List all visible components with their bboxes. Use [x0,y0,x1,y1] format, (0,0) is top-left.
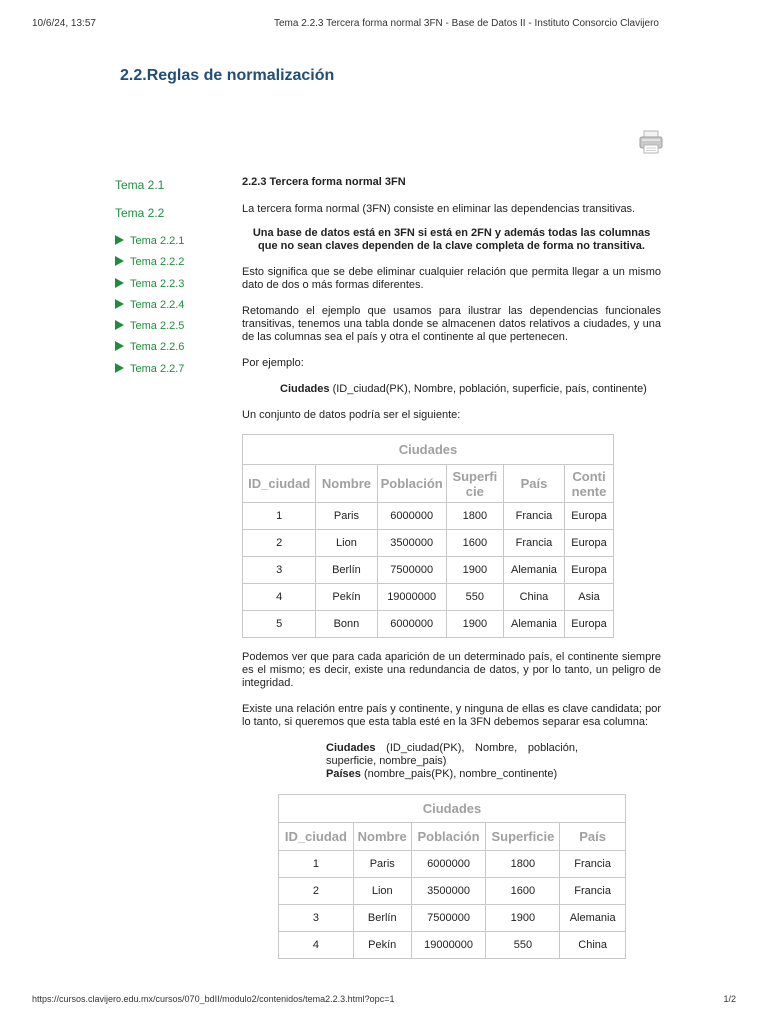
schema-table-name: Países [326,768,361,780]
sidebar-item-tema-2-2-4[interactable] [115,298,215,319]
table-row [279,878,626,905]
table-cell: China [560,932,626,959]
sidebar-nav [115,178,215,383]
table-cell: 3 [279,905,354,932]
table-cell: 2 [243,530,316,557]
sidebar-item-label: Tema 2.2.2 [130,256,185,269]
triangle-right-icon [115,278,124,288]
table-caption: Ciudades [243,435,614,465]
table-cell: 550 [446,584,503,611]
table-cell: 1 [243,503,316,530]
schema-ciudades-line-1 [326,742,578,755]
schema-ciudades [242,383,661,396]
sidebar-item-label: Tema 2.2.4 [130,298,185,311]
sidebar-item-tema-2-2-1[interactable] [115,234,215,255]
table-cell: Berlín [316,557,377,584]
schema-fields: (ID_ciudad(PK), Nombre, población, [386,742,578,754]
table-row [243,557,614,584]
podemos-paragraph: Podemos ver que para cada aparición de un determinado país, el continente siempre es el mismo; es decir, existe una redundancia de datos, y por lo tanto, un peligro de integridad. [242,651,661,689]
significa-paragraph: Esto significa que se debe eliminar cualquier relación que permita llegar a un mismo dato de dos o más formas diferentes. [242,266,661,291]
table-cell: Francia [560,878,626,905]
column-header-text: Nombre [357,829,407,844]
print-header [32,18,736,32]
column-header-text: Conti [572,468,606,484]
column-header [560,823,626,851]
section-heading: 2.2.3 Tercera forma normal 3FN [242,176,406,188]
table-cell: 3500000 [377,530,446,557]
table-cell: 7500000 [377,557,446,584]
table-row [243,611,614,638]
table-cell: 1800 [486,851,560,878]
table-cell: 6000000 [377,503,446,530]
sidebar-item-label: Tema 2.2.1 [130,235,185,247]
table-cell: Alemania [560,905,626,932]
printer-icon[interactable] [637,128,665,156]
table-cell: 19000000 [377,584,446,611]
column-header [503,465,564,503]
table-caption: Ciudades [279,795,626,823]
definition-line-1: Una base de datos está en 3FN si está en 2FN y además todas las columnas [252,227,651,239]
table-cell: Paris [353,851,411,878]
schema-fields: (ID_ciudad(PK), Nombre, población, superficie, país, continente) [332,383,647,395]
table-cell: Francia [503,530,564,557]
sidebar-item-tema-2-2-7[interactable] [115,362,215,383]
table-cell: Paris [316,503,377,530]
print-date: 10/6/24, 13:57 [32,18,96,29]
definition-line-2: que no sean claves dependen de la clave completa de forma no transitiva. [258,240,645,252]
table-cell: 1900 [446,557,503,584]
table-cell: 550 [486,932,560,959]
schema-fields: (nombre_pais(PK), nombre_continente) [363,768,558,780]
schema-ciudades-line-2: superficie, nombre_pais) [326,755,447,767]
triangle-right-icon [115,235,124,245]
table-cell: Europa [565,503,614,530]
column-header-text: Superfi [452,468,498,484]
table-cell: Pekín [316,584,377,611]
column-header-text: ID_ciudad [284,829,347,844]
table-cell: 2 [279,878,354,905]
table-cell: 3 [243,557,316,584]
sidebar-item-tema-2-2-6[interactable] [115,340,215,361]
column-header [279,823,354,851]
conjunto-paragraph: Un conjunto de datos podría ser el siguiente: [242,409,461,421]
column-header-text: nente [571,483,607,499]
table-cell: Europa [565,557,614,584]
table-cell: 7500000 [411,905,486,932]
sidebar-item-label: Tema 2.2.6 [130,341,185,354]
table-row [243,503,614,530]
sidebar-item-tema-2-2[interactable]: Tema 2.2 [115,206,165,220]
table-row [243,530,614,557]
ejemplo-paragraph: Por ejemplo: [242,357,304,369]
table-row [243,584,614,611]
table-cell: Lion [353,878,411,905]
table-cell: Bonn [316,611,377,638]
table-cell: 4 [279,932,354,959]
table-row [279,851,626,878]
triangle-right-icon [115,299,124,309]
table-cell: 1 [279,851,354,878]
table-row [279,905,626,932]
schema-table-name: Ciudades [326,742,376,754]
column-header [446,465,503,503]
ciudades-table-2 [278,794,626,959]
intro-paragraph: La tercera forma normal (3FN) consiste en eliminar las dependencias transitivas. [242,203,636,215]
sidebar-item-tema-2-2-2[interactable] [115,255,215,276]
table-cell: Berlín [353,905,411,932]
schema-paises-line [326,768,578,781]
schema-table-name: Ciudades [280,383,330,395]
triangle-right-icon [115,320,124,330]
main-content [242,176,661,959]
column-header-text: País [520,476,548,491]
table-cell: 5 [243,611,316,638]
table-cell: 19000000 [411,932,486,959]
table-cell: Pekín [353,932,411,959]
column-header-text: Superficie [491,829,555,844]
definition-block [242,227,661,253]
table-cell: Asia [565,584,614,611]
table-cell: 4 [243,584,316,611]
column-header-text: ID_ciudad [248,476,311,491]
page-url: https://cursos.clavijero.edu.mx/cursos/070_bdII/modulo2/contenidos/tema2.2.3.html?opc=1 [32,994,395,1004]
sidebar-item-label: Tema 2.2.5 [130,320,185,333]
table-row [279,932,626,959]
sidebar-item-tema-2-2-3[interactable] [115,277,215,298]
sidebar-item-label: Tema 2.2.7 [130,362,185,375]
print-footer [32,994,736,1008]
ciudades-table-1 [242,434,614,638]
triangle-right-icon [115,341,124,351]
column-header [411,823,486,851]
table-cell: Europa [565,530,614,557]
table-cell: Alemania [503,611,564,638]
column-header-text: Población [380,476,443,491]
triangle-right-icon [115,363,124,373]
existe-paragraph: Existe una relación entre país y continente, y ninguna de ellas es clave candidata; por lo tanto, si queremos que esta tabla esté en la 3FN debemos separar esa columna: [242,703,661,728]
print-document-title: Tema 2.2.3 Tercera forma normal 3FN - Base de Datos II - Instituto Consorcio Clavijero [274,18,659,29]
table-cell: 6000000 [377,611,446,638]
table-cell: 1800 [446,503,503,530]
column-header [316,465,377,503]
table-cell: 1600 [446,530,503,557]
column-header-text: cie [465,483,484,499]
column-header [486,823,560,851]
table-cell: Alemania [503,557,564,584]
table-cell: 1900 [446,611,503,638]
sidebar-item-tema-2-1[interactable]: Tema 2.1 [115,178,165,192]
column-header [377,465,446,503]
table-cell: Francia [560,851,626,878]
table-cell: Europa [565,611,614,638]
table-cell: 1900 [486,905,560,932]
page-number: 1/2 [723,994,736,1004]
column-header-text: País [579,829,607,844]
column-header [565,465,614,503]
column-header-text: Nombre [321,476,371,491]
triangle-right-icon [115,256,124,266]
table-cell: China [503,584,564,611]
table-cell: 6000000 [411,851,486,878]
sidebar-item-tema-2-2-5[interactable] [115,319,215,340]
table-cell: Lion [316,530,377,557]
page-title: 2.2.Reglas de normalización [120,67,335,84]
column-header [243,465,316,503]
column-header-text: Población [417,829,480,844]
schema-normalized [242,742,578,781]
sidebar-item-label: Tema 2.2.3 [130,277,185,290]
column-header [353,823,411,851]
table-cell: Francia [503,503,564,530]
table-cell: 3500000 [411,878,486,905]
table-cell: 1600 [486,878,560,905]
retomando-paragraph: Retomando el ejemplo que usamos para ilustrar las dependencias funcionales transitivas, tenemos una tabla donde se almacenen datos relativos a ciudades, y una de las columnas sea el país y otra el continente al que pertenecen. [242,305,661,343]
